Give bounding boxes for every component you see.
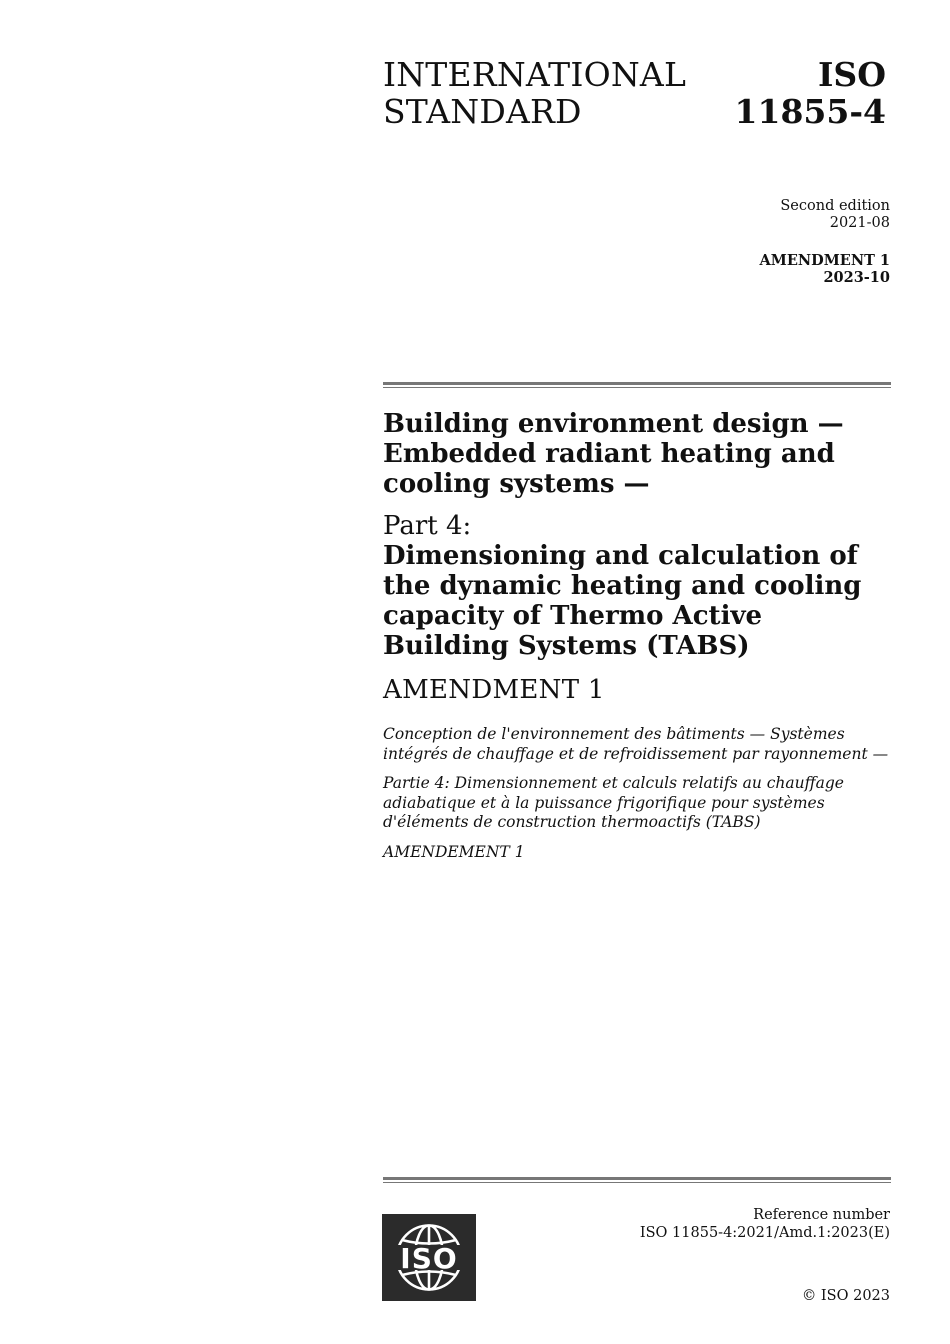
part-label: Part 4: [383, 511, 472, 541]
french-main-title: Conception de l'environnement des bâtiments — Systèmes intégrés de chauffage et de refroidissement par rayonnement — [383, 725, 889, 763]
bottom-divider [383, 1177, 891, 1183]
standard-number: 11855-4 [734, 92, 886, 131]
part-title: Dimensioning and calculation of the dynamic heating and cooling capacity of Thermo Active Building Systems (TABS) [383, 541, 862, 661]
edition-date: 2021-08 [829, 215, 890, 231]
amendment-label: AMENDMENT 1 [759, 252, 890, 269]
reference-number [640, 1206, 890, 1242]
amendment-info [760, 252, 890, 286]
french-amendment-title: AMENDEMENT 1 [383, 842, 525, 861]
document-type [383, 56, 686, 130]
french-part-title: Partie 4: Dimensionnement et calculs relatifs au chauffage adiabatique et à la puissance frigorifique pour systèmes d'éléments de construction thermoactifs (TABS) [383, 774, 844, 831]
copyright: © ISO 2023 [801, 1288, 890, 1304]
edition-label: Second edition [780, 198, 890, 214]
top-divider [383, 382, 891, 388]
amendment-date: 2023-10 [823, 269, 890, 286]
main-title: Building environment design — Embedded radiant heating and cooling systems — [383, 409, 844, 499]
document-type-line2: STANDARD [383, 92, 582, 131]
logo-text: ISO [400, 1242, 458, 1275]
standard-org: ISO [817, 55, 886, 94]
iso-globe-logo-icon [382, 1214, 476, 1301]
reference-value: ISO 11855-4:2021/Amd.1:2023(E) [639, 1225, 890, 1241]
reference-label: Reference number [753, 1207, 890, 1223]
title-area [383, 409, 893, 862]
edition-info [780, 198, 890, 232]
document-type-line1: INTERNATIONAL [383, 55, 687, 94]
standard-identifier [735, 56, 886, 130]
amendment-title: AMENDMENT 1 [383, 675, 605, 705]
